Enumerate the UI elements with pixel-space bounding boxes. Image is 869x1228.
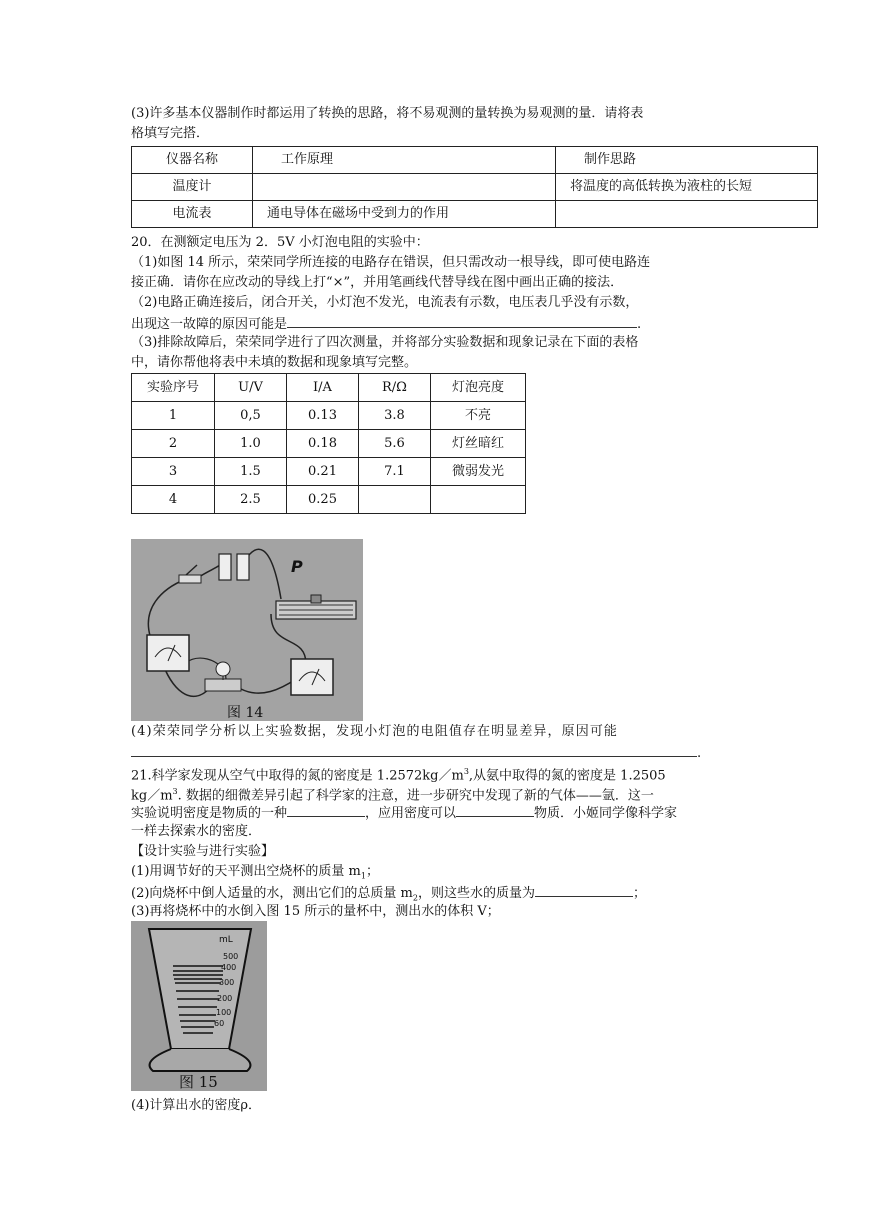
answer-blank[interactable] [535,882,633,897]
subscript: 2 [412,893,418,903]
table-cell: 将温度的高低转换为液柱的长短 [556,174,818,201]
q21-text: ,从氨中取得的氮的密度是 1.2505 [468,768,666,784]
superscript: 3 [172,787,178,796]
table-cell: 4 [132,486,215,514]
rheostat-label-p: P [291,557,303,576]
table-cell: 不亮 [431,402,526,430]
table-cell: 0.13 [287,402,359,430]
q21-step3: (3)再将烧杯中的水倒入图 15 所示的量杯中，测出水的体积 V； [131,904,500,919]
table-header-cell: I/A [287,374,359,402]
q20-p1-line1: （1)如图 14 所示，荣荣同学所连接的电路存在错误，但只需改动一根导线，即可使电路连 [131,255,651,270]
table-header-cell: 灯泡亮度 [431,374,526,402]
table-header-cell: 工作原理 [253,147,556,174]
table-cell: 0.21 [287,458,359,486]
volume-tick-label: 400 [221,963,237,972]
table-header-row [132,374,526,402]
q21-text: 实验说明密度是物质的一种 [131,806,288,821]
table-cell: 微弱发光 [431,458,526,486]
table-cell: 0.18 [287,430,359,458]
figure-15-caption: 图 15 [179,1073,218,1091]
table-row [132,430,526,458]
q20-p3-line2: 中，请你帮他将表中未填的数据和现象填写完整。 [131,355,418,370]
q20-title: 20．在测额定电压为 2．5V 小灯泡电阻的实验中： [131,235,429,250]
q19-3-line2: 格填写完搭． [131,126,210,141]
table-cell: 2 [132,430,215,458]
volume-unit-label: mL [219,935,233,945]
table-row [132,174,818,201]
measurement-table [131,373,526,514]
table-cell: 温度计 [132,174,253,201]
q20-p3-line1: （3)排除故障后，荣荣同学进行了四次测量，并将部分实验数据和现象记录在下面的表格 [131,335,639,350]
table-cell: 7.1 [359,458,431,486]
q21-text: kg／m [131,788,173,804]
q21-text: ； [632,886,646,901]
table-cell: 3 [132,458,215,486]
figure-14-caption: 图 14 [227,705,264,721]
q20-p2-end: . [637,317,642,332]
answer-blank[interactable] [287,802,365,817]
table-cell: 灯丝暗红 [431,430,526,458]
q21-step4: (4)计算出水的密度ρ． [131,1098,262,1113]
q20-p4-line1: (4)荣荣同学分析以上实验数据，发现小灯泡的电阻值存在明显差异，原因可能 [131,724,619,739]
q21-text: (1)用调节好的天平测出空烧杯的质量 m [131,864,361,879]
q20-p2-text: 出现这一故障的原因可能是 [131,317,288,332]
volume-tick-label: 60 [214,1019,225,1028]
q20-p1-line2: 接正确．请你在应改动的导线上打“×”，并用笔画线代替导线在图中画出正确的接法． [131,275,624,290]
table-cell: 1 [132,402,215,430]
table-cell: 2.5 [215,486,287,514]
table-header-cell: 制作思路 [556,147,818,174]
answer-blank[interactable] [456,802,534,817]
table-row [132,201,818,228]
volume-tick-label: 300 [219,978,235,987]
q21-text: (2)向烧杯中倒人适量的水，测出它们的总质量 m [131,886,413,901]
table-cell: 5.6 [359,430,431,458]
q21-text: 21.科学家发现从空气中取得的氮的密度是 1.2572kg／m [131,768,464,784]
instrument-table [131,146,818,228]
table-cell: 0,5 [215,402,287,430]
subscript: 1 [360,871,366,881]
table-row [132,486,526,514]
table-cell: 3.8 [359,402,431,430]
circuit-diagram [131,539,363,721]
volume-tick-label: 500 [223,952,239,961]
table-header-row [132,147,818,174]
table-header-cell: 仪器名称 [132,147,253,174]
table-cell-blank[interactable] [556,201,818,228]
q21-text: ，则这些水的质量为 [417,886,535,901]
volume-tick-label: 200 [217,994,233,1003]
q21-text: . 数据的细微差异引起了科学家的注意，进一步研究中发现了新的气体——氩．这一 [177,788,654,804]
figure-15-measuring-cup [131,921,267,1091]
table-cell-blank[interactable] [359,486,431,514]
table-cell: 0.25 [287,486,359,514]
figure-14-circuit [131,539,363,721]
table-header-cell: R/Ω [359,374,431,402]
q21-section-heading: 【设计实验与进行实验】 [131,844,275,859]
q21-line3 [131,802,677,824]
measuring-cup-drawing [131,921,267,1091]
q21-text: ，应用密度可以 [365,806,457,821]
superscript: 3 [463,767,469,776]
table-cell-blank[interactable] [253,174,556,201]
volume-tick-label: 100 [216,1008,232,1017]
table-header-cell: U/V [215,374,287,402]
table-cell: 通电导体在磁场中受到力的作用 [253,201,556,228]
table-cell: 1.0 [215,430,287,458]
q21-text: ； [365,864,379,879]
q20-p2-line1: （2)电路正确连接后，闭合开关，小灯泡不发光，电流表有示数，电压表几乎没有示数， [131,295,639,310]
table-row [132,402,526,430]
q21-text: 物质．小姬同学像科学家 [534,806,678,821]
q20-p2-line2 [131,313,641,335]
table-cell: 电流表 [132,201,253,228]
table-cell-blank[interactable] [431,486,526,514]
table-row [132,458,526,486]
table-cell: 1.5 [215,458,287,486]
table-header-cell: 实验序号 [132,374,215,402]
q21-line4: 一样去探索水的密度． [131,824,262,839]
q20-p4-end: . [697,746,702,761]
q19-3-line1: (3)许多基本仪器制作时都运用了转换的思路，将不易观测的量转换为易观测的量．请将表 [131,106,644,121]
answer-blank[interactable] [287,313,637,328]
answer-blank[interactable] [131,742,697,757]
q20-p4-line2 [131,742,701,764]
